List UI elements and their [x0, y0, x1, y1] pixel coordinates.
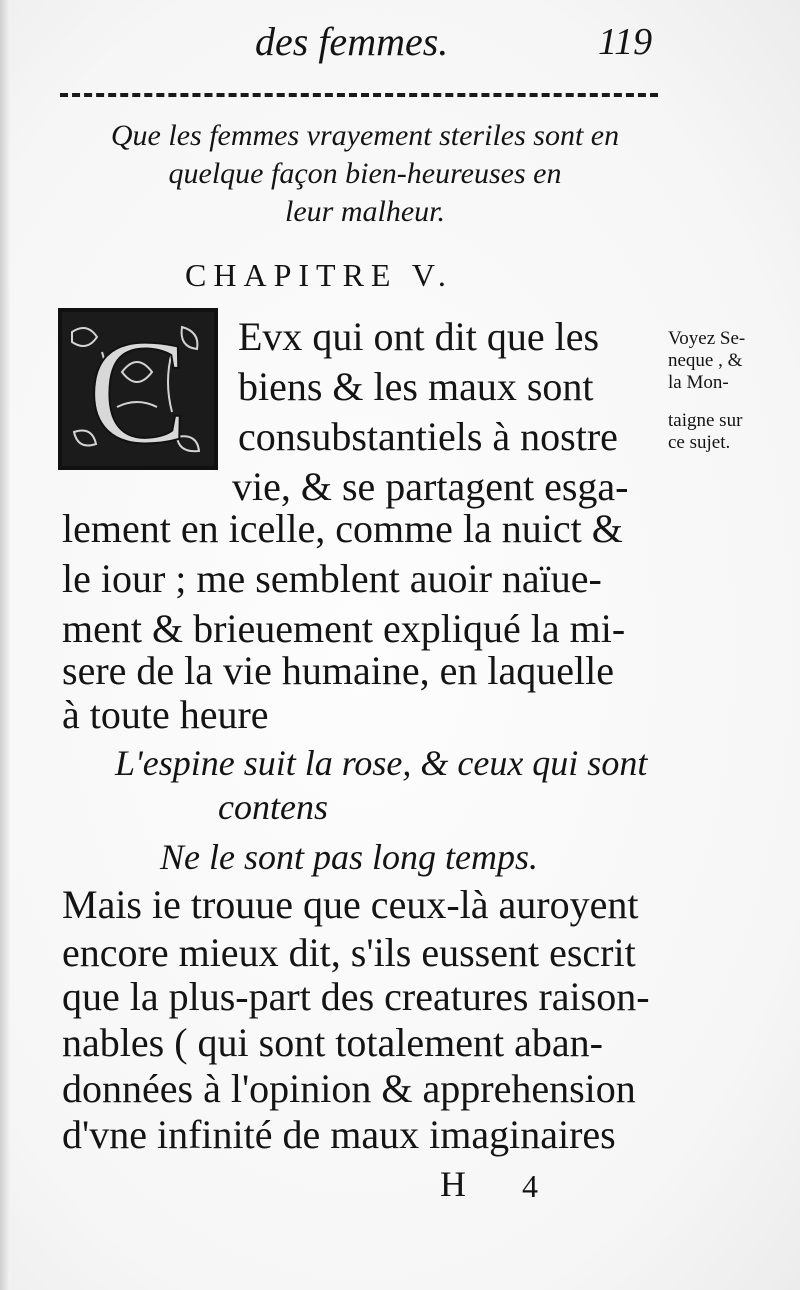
drop-cap-letter: C: [87, 312, 189, 466]
running-title: des femmes.: [255, 19, 449, 64]
ornamental-initial-c-icon: [58, 308, 218, 470]
body-line-1: Evx qui ont dit que les: [238, 314, 600, 359]
body-line-15: d'vne infinité de maux imaginaires: [62, 1112, 616, 1157]
page-number: 119: [598, 21, 653, 63]
margin-note-line-2: neque , &: [668, 350, 743, 371]
signature-number: 4: [522, 1168, 538, 1204]
chapter-subtitle-line-2: quelque façon bien-heureuses en: [168, 157, 562, 190]
body-line-12: que la plus-part des creatures raison-: [62, 974, 650, 1019]
page-edge-shadow: [0, 0, 10, 1290]
header-rule: [60, 93, 658, 97]
chapter-label: CHAPITRE V.: [185, 257, 453, 293]
body-line-3: consubstantiels à nostre: [238, 414, 618, 459]
body-line-5: lement en icelle, comme la nuict &: [62, 506, 623, 551]
verse-line-1: L'espine suit la rose, & ceux qui sont: [115, 743, 648, 783]
body-line-9: à toute heure: [62, 692, 269, 737]
body-line-14: données à l'opinion & apprehension: [62, 1066, 636, 1111]
body-line-8: sere de la vie humaine, en laquelle: [62, 648, 614, 693]
chapter-subtitle-line-1: Que les femmes vrayement steriles sont en: [110, 119, 620, 152]
verse-line-2: contens: [218, 787, 328, 827]
body-line-4: vie, & se partagent esga-: [232, 464, 629, 509]
body-line-10: Mais ie trouue que ceux-là auroyent: [62, 882, 639, 927]
body-line-11: encore mieux dit, s'ils eussent escrit: [62, 930, 636, 975]
verse-line-3: Ne le sont pas long temps.: [160, 837, 538, 877]
margin-note-line-4: taigne sur: [668, 410, 743, 431]
body-line-13: nables ( qui sont totalement aban-: [62, 1020, 603, 1065]
chapter-subtitle-line-3: leur malheur.: [285, 195, 445, 228]
body-line-2: biens & les maux sont: [238, 364, 594, 409]
margin-note-line-3: la Mon-: [668, 372, 729, 393]
margin-note-line-1: Voyez Se-: [668, 328, 746, 349]
body-line-7: ment & brieuement expliqué la mi-: [62, 606, 626, 651]
margin-note-line-5: ce sujet.: [668, 432, 731, 453]
signature-letter: H: [440, 1164, 466, 1204]
body-line-6: le iour ; me semblent auoir naïue-: [62, 556, 602, 601]
